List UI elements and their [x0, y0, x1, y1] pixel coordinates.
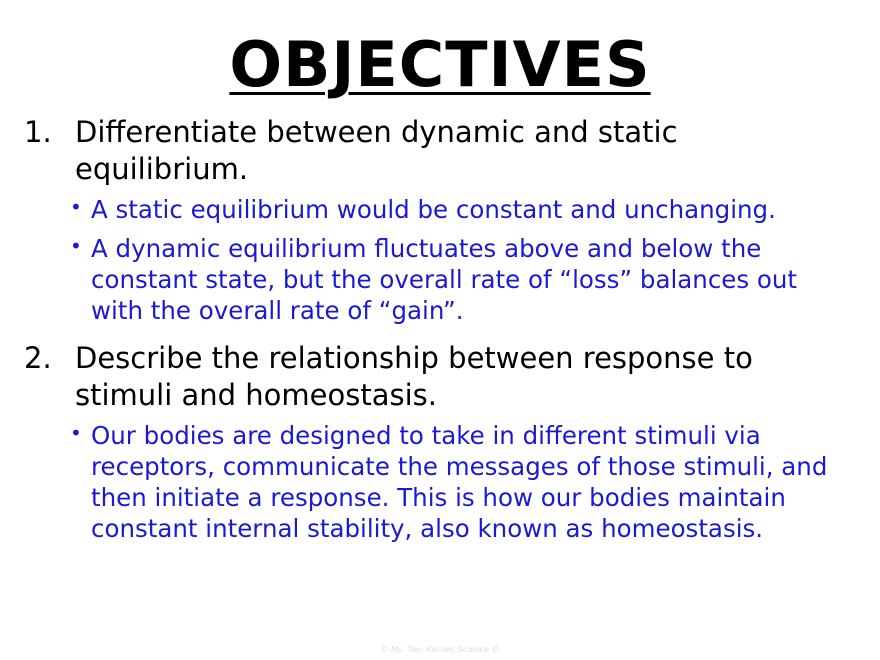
objective-1-text: Differentiate between dynamic and static equilibrium.: [75, 115, 678, 186]
bullet-text: A static equilibrium would be constant and unchanging.: [91, 195, 776, 224]
bullet-dot-icon: •: [70, 234, 82, 258]
bullet-item: [70, 233, 854, 326]
bullet-dot-icon: •: [70, 421, 82, 445]
bullet-text: A dynamic equilibrium fluctuates above and below the constant state, but the overall rate of “loss” balances out with the overall rate of “gain”.: [91, 234, 798, 325]
objective-1: [24, 114, 854, 188]
objective-1-bullets: [24, 194, 854, 326]
objective-2-number: 2.: [24, 341, 52, 375]
slide-title: [0, 28, 880, 102]
bullet-dot-icon: •: [70, 195, 82, 219]
objective-1-number: 1.: [24, 115, 52, 149]
slide-content: [24, 114, 854, 552]
slide-title-text: OBJECTIVES: [229, 28, 651, 101]
objective-2-text: Describe the relationship between response to stimuli and homeostasis.: [75, 341, 753, 412]
slide-footer: © Ms. Tan, Kachel, Science ©: [380, 645, 500, 654]
objective-2: [24, 340, 854, 414]
bullet-item: [70, 194, 854, 225]
bullet-text: Our bodies are designed to take in different stimuli via receptors, communicate the messages of those stimuli, and then initiate a response. This is how our bodies maintain constant internal stability, also known as homeostasis.: [91, 421, 828, 543]
objective-2-bullets: [24, 420, 854, 544]
bullet-item: [70, 420, 854, 544]
